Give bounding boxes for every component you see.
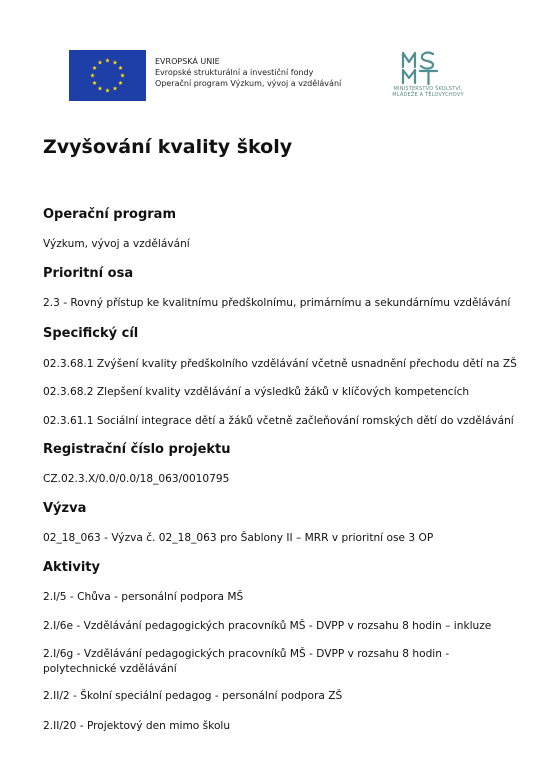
paragraph: 02_18_063 - Výzva č. 02_18_063 pro Šablony II – MRR v prioritní ose 3 OP <box>43 532 434 544</box>
paragraph: 02.3.68.1 Zvýšení kvality předškolního vzdělávání včetně usnadnění přechodu dětí na ZŠ <box>43 358 517 370</box>
paragraph: 2.3 - Rovný přístup ke kvalitnímu předškolnímu, primárnímu a sekundárnímu vzdělávání <box>43 297 511 309</box>
paragraph: 2.II/20 - Projektový den mimo školu <box>43 720 231 732</box>
heading-aktivity: Aktivity <box>43 560 100 575</box>
msmt-text <box>378 86 478 98</box>
paragraph: 02.3.61.1 Sociální integrace dětí a žáků včetně začleňování romských dětí do vzdělávání <box>43 415 514 427</box>
heading-operacni-program: Operační program <box>43 207 176 222</box>
paragraph: CZ.02.3.X/0.0/0.0/18_063/0010795 <box>43 473 230 485</box>
eu-line: EVROPSKÁ UNIE <box>155 57 220 66</box>
heading-registracni-cislo: Registrační číslo projektu <box>43 442 231 457</box>
eu-flag-icon <box>69 50 146 101</box>
heading-prioritni-osa: Prioritní osa <box>43 266 134 281</box>
msmt-mark-icon <box>400 50 440 86</box>
eu-line: Operační program Výzkum, vývoj a vzdělávání <box>155 79 342 88</box>
msmt-line: MINISTERSTVO ŠKOLSTVÍ, <box>393 86 463 92</box>
paragraph: 2.I/6e - Vzdělávání pedagogických pracovníků MŠ - DVPP v rozsahu 8 hodin – inkluze <box>43 620 492 632</box>
paragraph: Výzkum, vývoj a vzdělávání <box>43 238 190 250</box>
paragraph: 2.I/6g - Vzdělávání pedagogických pracovníků MŠ - DVPP v rozsahu 8 hodin - polytechnické vzdělávání <box>43 648 450 675</box>
paragraph: 2.II/2 - Školní speciální pedagog - personální podpora ZŠ <box>43 690 343 702</box>
heading-specificky-cil: Specifický cíl <box>43 326 139 341</box>
eu-text <box>155 56 341 89</box>
logo-header <box>0 0 552 120</box>
heading-vyzva: Výzva <box>43 501 87 516</box>
paragraph: 2.I/5 - Chůva - personální podpora MŠ <box>43 591 244 603</box>
msmt-line: MLÁDEŽE A TĚLOVÝCHOVY <box>392 92 464 98</box>
paragraph: 02.3.68.2 Zlepšení kvality vzdělávání a výsledků žáků v klíčových kompetencích <box>43 386 470 398</box>
msmt-logo <box>378 50 478 102</box>
page-title: Zvyšování kvality školy <box>43 136 293 158</box>
eu-line: Evropské strukturální a investiční fondy <box>155 68 314 77</box>
